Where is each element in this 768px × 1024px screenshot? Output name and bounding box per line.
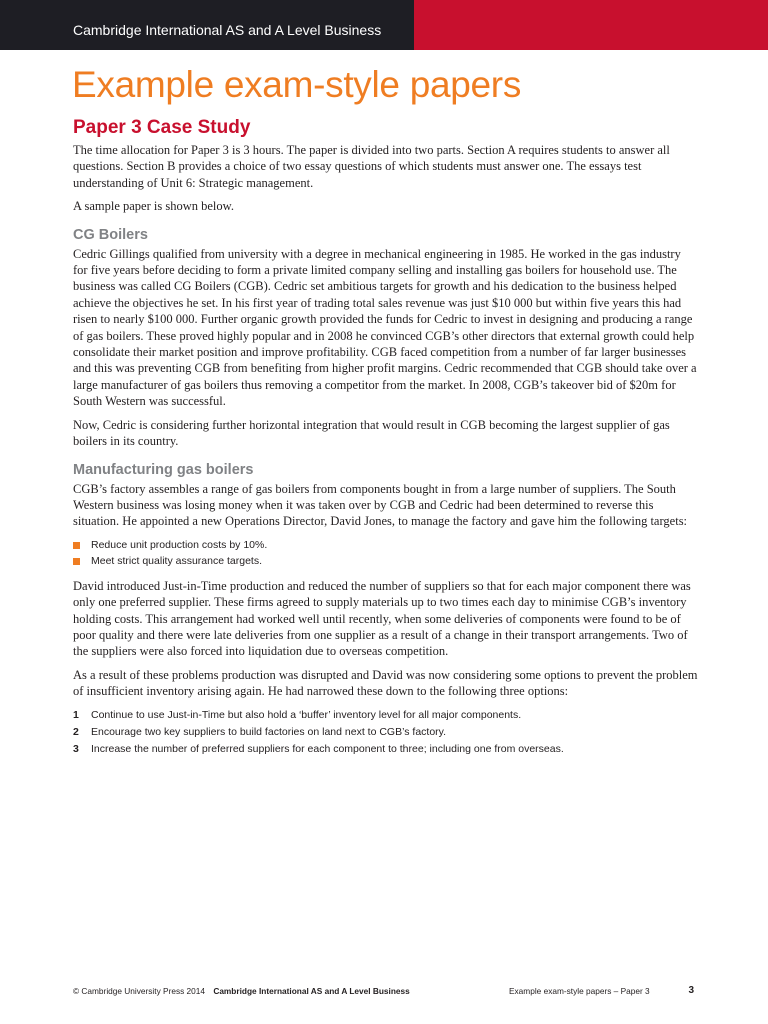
list-item (73, 537, 698, 554)
list-item-text: Reduce unit production costs by 10%. (91, 538, 268, 551)
section-heading-cg-boilers: CG Boilers (73, 226, 148, 243)
option-number: 2 (73, 725, 79, 738)
cg-boilers-paragraph: Now, Cedric is considering further horizontal integration that would result in CGB becoming the largest supplier of gas boilers in its country. (73, 417, 670, 449)
header-title: Cambridge International AS and A Level Business (73, 22, 382, 38)
options-list (73, 707, 698, 758)
footer-left (73, 986, 410, 996)
intro-note: A sample paper is shown below. (73, 199, 234, 214)
section-heading-manufacturing: Manufacturing gas boilers (73, 461, 254, 478)
list-item-text: Meet strict quality assurance targets. (91, 555, 262, 568)
manufacturing-paragraph: CGB’s factory assembles a range of gas boilers from components bought in from a large number of suppliers. The South Western business was losing money when it was taken over by CGB and Cedric had been determined to reverse this situation. He appointed a new Operations Director, David Jones, to manage the factory and gave him the following targets: (73, 481, 688, 529)
list-item (73, 724, 698, 741)
page-number: 3 (688, 985, 694, 996)
option-text: Increase the number of preferred suppliers for each component to three; including one from overseas. (91, 742, 564, 755)
list-item (73, 553, 698, 570)
square-bullet-icon (73, 558, 80, 565)
main-content (73, 142, 698, 758)
option-text: Encourage two key suppliers to build factories on land next to CGB’s factory. (91, 725, 447, 738)
footer-copyright: © Cambridge University Press 2014 (73, 986, 206, 996)
targets-list (73, 537, 698, 570)
footer-book-title: Cambridge International AS and A Level Business (213, 986, 410, 996)
cg-boilers-paragraph: Cedric Gillings qualified from university with a degree in mechanical engineering in 1985. He worked in the gas industry for five years before deciding to form a private limited company selling and installing gas boilers for household use. The business was called CG Boilers (CGB). Cedric set ambitious targets for growth and his dedication to the business helped achieve the objectives he set. In his first year of trading total sales revenue was just $10 000 but within five years this had risen to nearly $100 000. Further organic growth provided the funds for Cedric to invest in designing and producing a range of gas boilers. These proved highly popular and in 2008 he convinced CGB’s other directors that external growth could help consolidate their market position and improve profitability. CGB faced competition from a number of far larger businesses and this was preventing CGB from benefiting from higher profit margins. Cedric recommended that CGB should take over a large manufacturer of gas boilers thus removing a competitor from the market. In 2008, CGB’s takeover bid of $20m for South Western was successful. (73, 246, 697, 409)
list-item (73, 707, 698, 724)
header-accent-block (414, 0, 768, 50)
page-footer (73, 986, 698, 1000)
option-number: 3 (73, 742, 79, 755)
page-title: Example exam-style papers (72, 64, 522, 105)
manufacturing-paragraph: David introduced Just-in-Time production and reduced the number of suppliers so that for each major component there was only one preferred supplier. These firms agreed to supply materials up to two times each day to minimise CGB’s inventory holding costs. This arrangement had worked well until recently, when some deliveries of components were found to be of poor quality and there were late deliveries from one supplier as a result of a change in their transport arrangements. Two of the suppliers were also forced into liquidation due to overseas competition. (73, 578, 691, 659)
footer-section: Example exam-style papers – Paper 3 (509, 986, 650, 996)
paper-heading: Paper 3 Case Study (73, 117, 251, 138)
list-item (73, 741, 698, 758)
intro-paragraph: The time allocation for Paper 3 is 3 hours. The paper is divided into two parts. Section A requires students to answer all questions. Section B provides a choice of two essay questions of which students must answer one. The essays test understanding of Unit 6: Strategic management. (73, 143, 670, 190)
square-bullet-icon (73, 542, 80, 549)
manufacturing-paragraph: As a result of these problems production was disrupted and David was now considering some options to prevent the problem of insufficient inventory arising again. He had narrowed these down to the following three options: (73, 667, 698, 699)
option-text: Continue to use Just-in-Time but also hold a ‘buffer’ inventory level for all major components. (91, 708, 522, 721)
option-number: 1 (73, 708, 79, 721)
